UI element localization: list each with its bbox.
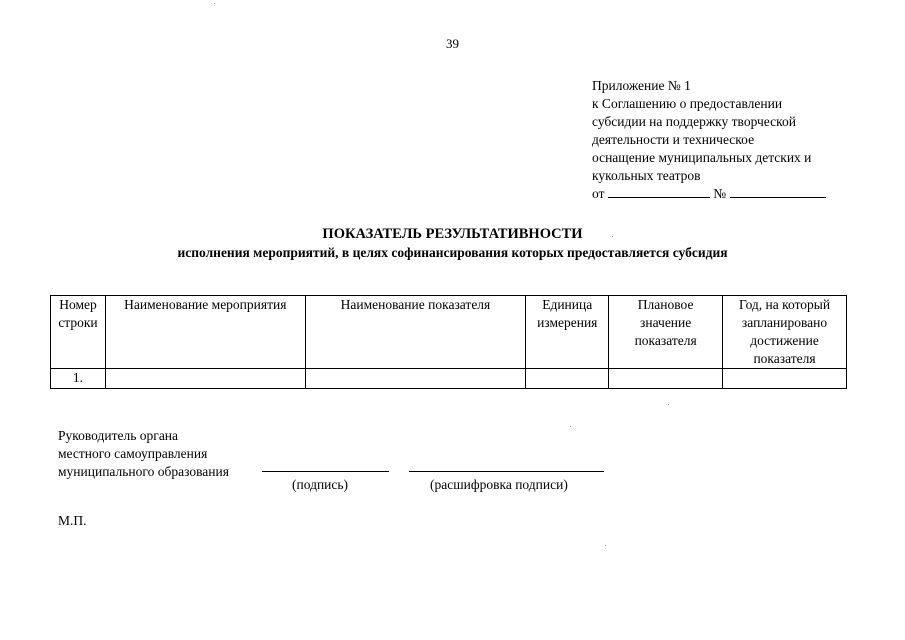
appendix-line: оснащение муниципальных детских и — [592, 150, 812, 165]
number-blank — [730, 185, 826, 198]
appendix-block — [592, 77, 892, 203]
signature-block — [58, 427, 229, 481]
table-row — [51, 369, 847, 389]
from-label: от — [592, 186, 605, 201]
table-header-row — [51, 296, 847, 369]
appendix-line: деятельности и техническое — [592, 132, 755, 147]
appendix-line: субсидии на поддержку творческой — [592, 114, 796, 129]
signature-decoding-underline — [409, 471, 604, 472]
header-planned-value: Плановое значение показателя — [609, 296, 723, 369]
decoding-caption: (расшифровка подписи) — [430, 477, 568, 492]
header-unit: Единица измерения — [526, 296, 609, 369]
table-cell — [526, 369, 609, 389]
appendix-line: Приложение № 1 — [592, 78, 691, 93]
scan-speck — [570, 426, 571, 427]
page-number: 39 — [446, 36, 459, 51]
date-blank — [608, 185, 710, 198]
appendix-line: к Соглашению о предоставлении — [592, 96, 783, 111]
signature-caption: (подпись) — [292, 477, 349, 492]
number-label: № — [713, 186, 727, 201]
table-cell — [305, 369, 526, 389]
header-indicator-name: Наименование показателя — [305, 296, 526, 369]
appendix-line: кукольных театров — [592, 168, 701, 183]
table-cell — [105, 369, 305, 389]
table-cell — [723, 369, 847, 389]
indicator-table — [50, 295, 847, 389]
signature-line: Руководитель органа — [58, 428, 179, 443]
document-subtitle: исполнения мероприятий, в целях софинансирования которых предоставляется субсидия — [177, 245, 728, 260]
table-cell — [609, 369, 723, 389]
table-cell: 1. — [51, 369, 106, 389]
signature-line: местного самоуправления — [58, 446, 208, 461]
appendix-date-number-line — [592, 185, 892, 203]
scan-speck — [214, 3, 215, 4]
header-target-year: Год, на который запланировано достижение показателя — [723, 296, 847, 369]
document-title: ПОКАЗАТЕЛЬ РЕЗУЛЬТАТИВНОСТИ — [322, 226, 583, 242]
header-row-number: Номер строки — [51, 296, 106, 369]
scan-speck — [612, 236, 613, 237]
signature-line: муниципального образования — [58, 464, 229, 479]
scan-speck — [605, 545, 606, 546]
scan-speck — [668, 404, 669, 405]
seal-label: М.П. — [58, 513, 87, 528]
header-event-name: Наименование мероприятия — [105, 296, 305, 369]
signature-underline — [262, 471, 389, 472]
